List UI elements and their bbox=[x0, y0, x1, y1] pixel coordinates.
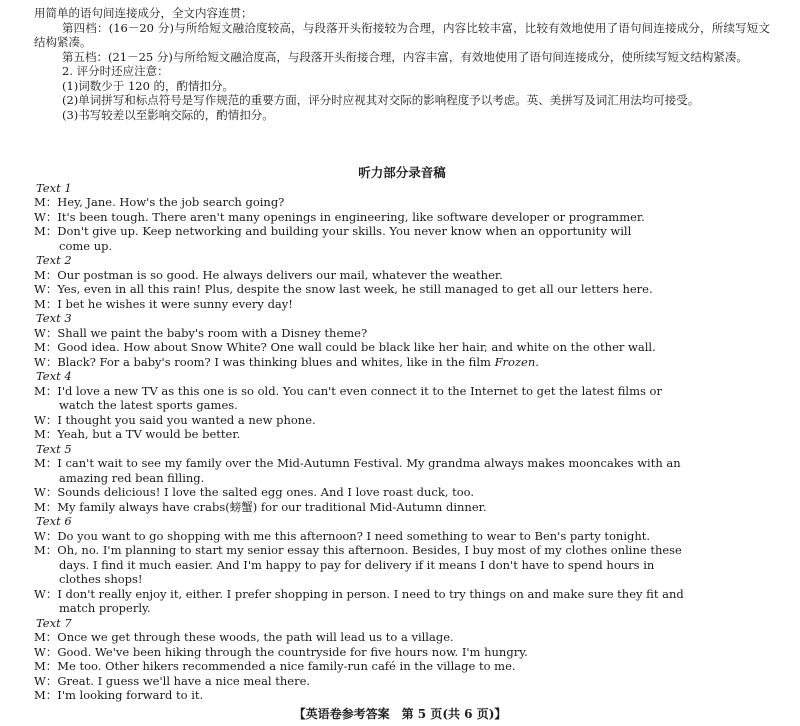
dialogue-line: W：I thought you said you wanted a new phone. bbox=[34, 412, 316, 427]
grading-note-1: (1)词数少于 120 的，酌情扣分。 bbox=[62, 78, 235, 93]
grading-note-heading: 2. 评分时还应注意： bbox=[62, 64, 169, 78]
dialogue-line: M：Don't give up. Keep networking and building your skills. You never know when an opportunity will come up. bbox=[34, 224, 632, 253]
page-footer: 【英语卷参考答案 第 5 页(共 6 页)】 bbox=[293, 707, 507, 721]
dialogue-line: M：Oh, no. I'm planning to start my senior essay this afternoon. Besides, I buy most of my clothes online these days. I find it much easier. And I'm happy to pay for delivery if it means I don't have to spend hours in clothes shops! bbox=[34, 543, 682, 586]
dialogue-line: M：I bet he wishes it were sunny every day! bbox=[34, 296, 293, 311]
dialogue-line: W：Good. We've been hiking through the countryside for five hours now. I'm hungry. bbox=[34, 644, 528, 659]
text-label: Text 6 bbox=[36, 514, 72, 528]
grading-line: 用简单的语句间连接成分，全文内容连贯； bbox=[34, 6, 253, 20]
dialogue-line: W：Great. I guess we'll have a nice meal there. bbox=[34, 673, 311, 688]
grading-section bbox=[34, 6, 770, 122]
dialogue-line: M：Once we get through these woods, the path will lead us to a village. bbox=[34, 630, 454, 644]
text-label: Text 3 bbox=[36, 311, 72, 325]
grading-note-2: (2)单词拼写和标点符号是写作规范的重要方面，评分时应视其对交际的影响程度予以考虑。英、美拼写及词汇用法均可接受。 bbox=[62, 93, 700, 107]
dialogue-line: W：It's been tough. There aren't many openings in engineering, like software developer or programmer. bbox=[34, 209, 645, 224]
text-label: Text 5 bbox=[36, 441, 72, 456]
film-title: Frozen bbox=[494, 354, 536, 369]
dialogue-line: W：Shall we paint the baby's room with a Disney theme? bbox=[34, 325, 368, 340]
dialogue-line: M：Me too. Other hikers recommended a nice family-run café in the village to me. bbox=[34, 659, 516, 673]
dialogue-line: W：Sounds delicious! I love the salted egg ones. And I love roast duck, too. bbox=[34, 485, 475, 499]
transcript-section bbox=[34, 166, 770, 703]
dialogue-line: W：Yes, even in all this rain! Plus, despite the snow last week, he still managed to get all our letters here. bbox=[34, 282, 653, 296]
dialogue-line: M：Our postman is so good. He always delivers our mail, whatever the weather. bbox=[34, 267, 503, 282]
dialogue-line: M：Good idea. How about Snow White? One wall could be black like her hair, and white on the other wall. bbox=[34, 340, 656, 354]
dialogue-line: W：Do you want to go shopping with me this afternoon? I need something to wear to Ben's party tonight. bbox=[34, 528, 651, 543]
dialogue-line: W：Black? For a baby's room? I was thinking blues and whites, like in the film Frozen. bbox=[34, 354, 539, 369]
dialogue-line: M：I can't wait to see my family over the Mid-Autumn Festival. My grandma always makes mooncakes with an amazing red bean filling. bbox=[34, 456, 681, 485]
text-label: Text 7 bbox=[36, 615, 72, 630]
grading-note-3: (3)书写较差以至影响交际的，酌情扣分。 bbox=[62, 107, 274, 122]
grading-level-5: 第五档：(21－25 分)与所给短文融洽度高，与段落开头衔接合理，内容丰富，有效地使用了语句间连接成分，使所续写短文结构紧凑。 bbox=[62, 49, 748, 64]
dialogue-line: M：Yeah, but a TV would be better. bbox=[34, 427, 241, 441]
text-label: Text 2 bbox=[36, 253, 72, 267]
dialogue-line: M：Hey, Jane. How's the job search going? bbox=[34, 195, 285, 209]
dialogue-line: M：I'm looking forward to it. bbox=[34, 688, 204, 702]
text-label: Text 4 bbox=[36, 369, 72, 383]
transcript-title: 听力部分录音稿 bbox=[358, 165, 446, 180]
dialogue-line: W：I don't really enjoy it, either. I prefer shopping in person. I need to try things on and make sure they fit and match properly. bbox=[34, 586, 684, 615]
grading-level-4: 第四档：(16－20 分)与所给短文融洽度较高，与段落开头衔接较为合理，内容比较丰富，比较有效地使用了语句间连接成分，所续写短文结构紧凑。 bbox=[34, 20, 770, 49]
dialogue-line: M：I'd love a new TV as this one is so old. You can't even connect it to the Internet to get the latest films or watch the latest sports games. bbox=[34, 383, 662, 412]
dialogue-line: M：My family always have crabs(螃蟹) for our traditional Mid-Autumn dinner. bbox=[34, 499, 487, 514]
text-label: Text 1 bbox=[36, 180, 72, 195]
